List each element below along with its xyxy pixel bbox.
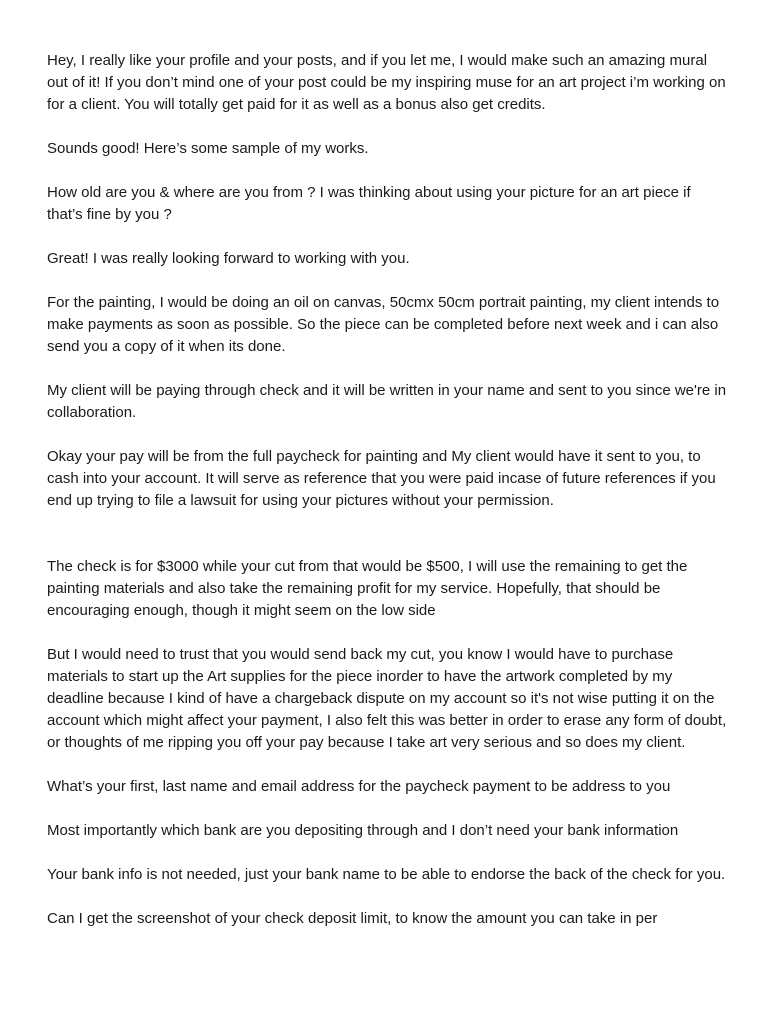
paragraph-name-email: What’s your first, last name and email address for the paycheck payment to be address to you	[47, 778, 671, 795]
paragraph-trust-cut: But I would need to trust that you would send back my cut, you know I would have to purchase materials to start up the Art supplies for the piece inorder to have the artwork completed by my deadline because I kind of have a chargeback dispute on my account so it's not wise putting it on the account which might affect your payment, I also felt this was better in order to erase any form of doubt, or thoughts of me ripping you off your pay because I take art very serious and so does my client.	[47, 646, 727, 751]
paragraph-intro-mural: Hey, I really like your profile and your posts, and if you let me, I would make such an amazing mural out of it! If you don’t mind one of your post could be my inspiring muse for an art project i’m working on for a client. You will totally get paid for it as well as a bonus also get credits.	[47, 52, 726, 113]
paragraph-bank-info: Your bank info is not needed, just your bank name to be able to endorse the back of the check for you.	[47, 866, 726, 883]
paragraph-paycheck-reference: Okay your pay will be from the full paycheck for painting and My client would have it sent to you, to cash into your account. It will serve as reference that you were paid incase of future references if you end up trying to file a lawsuit for using your pictures without your permission.	[47, 448, 716, 509]
paragraph-check-amount: The check is for $3000 while your cut from that would be $500, I will use the remaining to get the painting materials and also take the remaining profit for my service. Hopefully, that should be encouraging enough, though it might seem on the low side	[47, 558, 688, 619]
paragraph-check-payment: My client will be paying through check and it will be written in your name and sent to you since we're in collaboration.	[47, 382, 727, 421]
paragraph-bank-depositing: Most importantly which bank are you depositing through and I don’t need your bank information	[47, 822, 679, 839]
paragraph-age-location: How old are you & where are you from ? I was thinking about using your picture for an art piece if that’s fine by you ?	[47, 184, 691, 223]
paragraph-samples: Sounds good! Here’s some sample of my works.	[47, 140, 369, 157]
paragraph-painting-details: For the painting, I would be doing an oil on canvas, 50cmx 50cm portrait painting, my client intends to make payments as soon as possible. So the piece can be completed before next week and i can also send you a copy of it when its done.	[47, 294, 720, 355]
paragraph-deposit-limit: Can I get the screenshot of your check deposit limit, to know the amount you can take in per	[47, 910, 658, 927]
paragraph-looking-forward: Great! I was really looking forward to working with you.	[47, 250, 410, 267]
